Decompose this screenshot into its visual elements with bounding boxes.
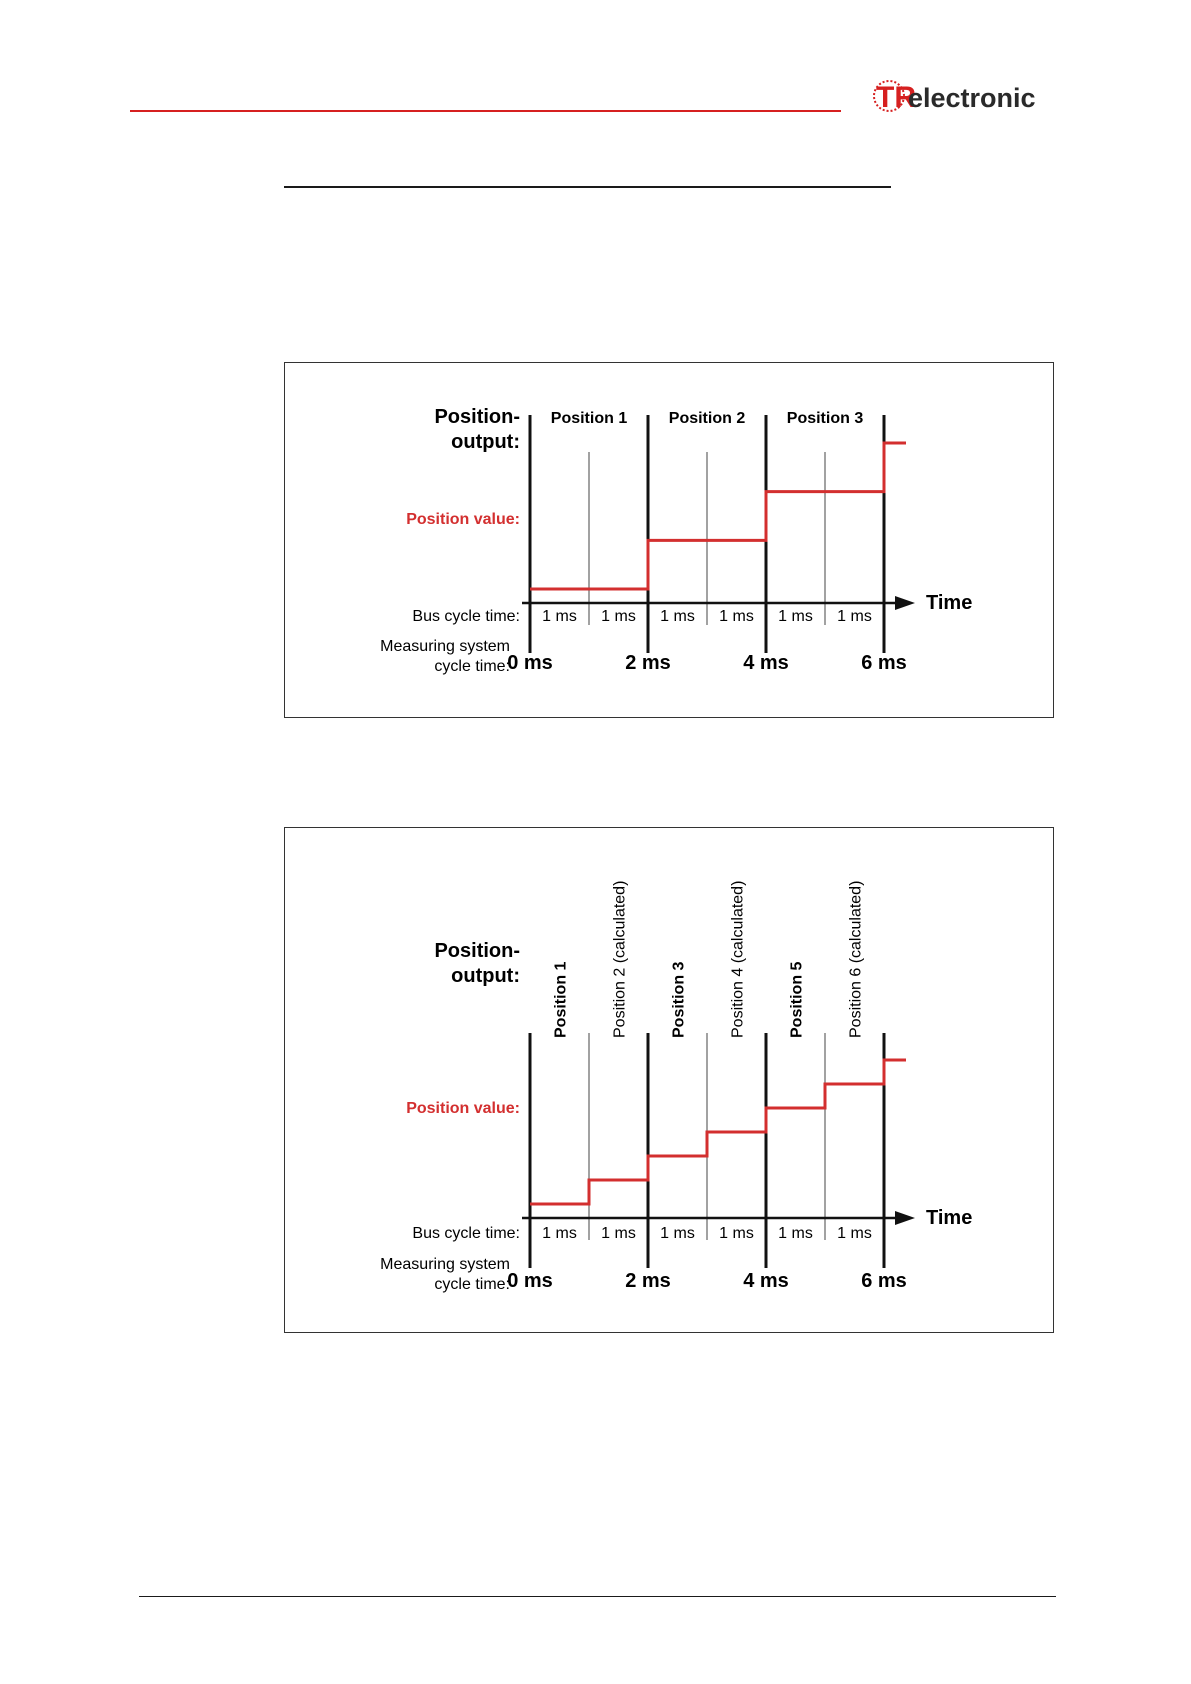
position-output-label: Position 2 — [668, 410, 746, 427]
position-output-label: Position 3 — [670, 961, 688, 1038]
measuring-time-tick-label: 2 ms — [625, 652, 671, 674]
measuring-time-tick-label: 6 ms — [861, 652, 907, 674]
position-output-label: Position 5 — [788, 961, 806, 1038]
measuring-time-tick-label: 0 ms — [507, 652, 553, 674]
bus-cycle-tick-label: 1 ms — [778, 608, 813, 625]
bus-cycle-tick-label: 1 ms — [660, 608, 695, 625]
position-output-label-2: output: — [451, 431, 520, 453]
position-output-label: Position 6 (calculated) — [847, 880, 865, 1038]
bus-cycle-tick-label: 1 ms — [719, 1225, 754, 1242]
bus-cycle-tick-label: 1 ms — [837, 1225, 872, 1242]
logo-text: electronic — [908, 83, 1036, 113]
position-value-label: Position value: — [406, 511, 520, 528]
bus-cycle-tick-label: 1 ms — [601, 1225, 636, 1242]
measuring-time-tick-label: 4 ms — [743, 1270, 789, 1292]
time-axis-arrow-icon — [895, 596, 915, 610]
bus-cycle-tick-label: 1 ms — [542, 1225, 577, 1242]
bus-cycle-tick-label: 1 ms — [601, 608, 636, 625]
bus-cycle-tick-label: 1 ms — [542, 608, 577, 625]
position-output-label: Position 3 — [786, 410, 864, 427]
tr-electronic-logo — [872, 74, 1050, 116]
measuring-label-1: Measuring system — [380, 638, 510, 655]
position-value-step-line — [530, 1060, 906, 1204]
time-axis-arrow-icon — [895, 1211, 915, 1225]
timing-diagram-1 — [284, 362, 1054, 718]
bus-cycle-tick-label: 1 ms — [837, 608, 872, 625]
position-output-label-1: Position- — [434, 406, 520, 428]
diagram1-svg — [285, 363, 1053, 717]
position-output-label: Position 4 (calculated) — [729, 880, 747, 1038]
measuring-time-tick-label: 2 ms — [625, 1270, 671, 1292]
timing-diagram-2 — [284, 827, 1054, 1333]
measuring-time-tick-label: 6 ms — [861, 1270, 907, 1292]
footer-rule — [139, 1596, 1056, 1597]
position-output-label-1: Position- — [434, 940, 520, 962]
measuring-label-2: cycle time: — [434, 658, 510, 675]
header-rule — [130, 110, 841, 112]
measuring-time-tick-label: 4 ms — [743, 652, 789, 674]
measuring-time-tick-label: 0 ms — [507, 1270, 553, 1292]
measuring-label-1: Measuring system — [380, 1256, 510, 1273]
diagram2-svg — [285, 828, 1053, 1332]
measuring-label-2: cycle time: — [434, 1276, 510, 1293]
position-value-step-line — [530, 443, 906, 589]
bus-cycle-tick-label: 1 ms — [778, 1225, 813, 1242]
bus-cycle-tick-label: 1 ms — [660, 1225, 695, 1242]
position-output-label: Position 1 — [552, 961, 570, 1038]
bus-cycle-label: Bus cycle time: — [412, 1225, 520, 1242]
position-value-label: Position value: — [406, 1100, 520, 1117]
position-output-label: Position 1 — [550, 410, 628, 427]
bus-cycle-tick-label: 1 ms — [719, 608, 754, 625]
bus-cycle-label: Bus cycle time: — [412, 608, 520, 625]
section-title-rule — [284, 186, 891, 188]
position-output-label: Position 2 (calculated) — [611, 880, 629, 1038]
logo-letters: TR — [876, 81, 916, 114]
time-axis-label: Time — [926, 1207, 973, 1229]
position-output-label-2: output: — [451, 965, 520, 987]
time-axis-label: Time — [926, 592, 973, 614]
